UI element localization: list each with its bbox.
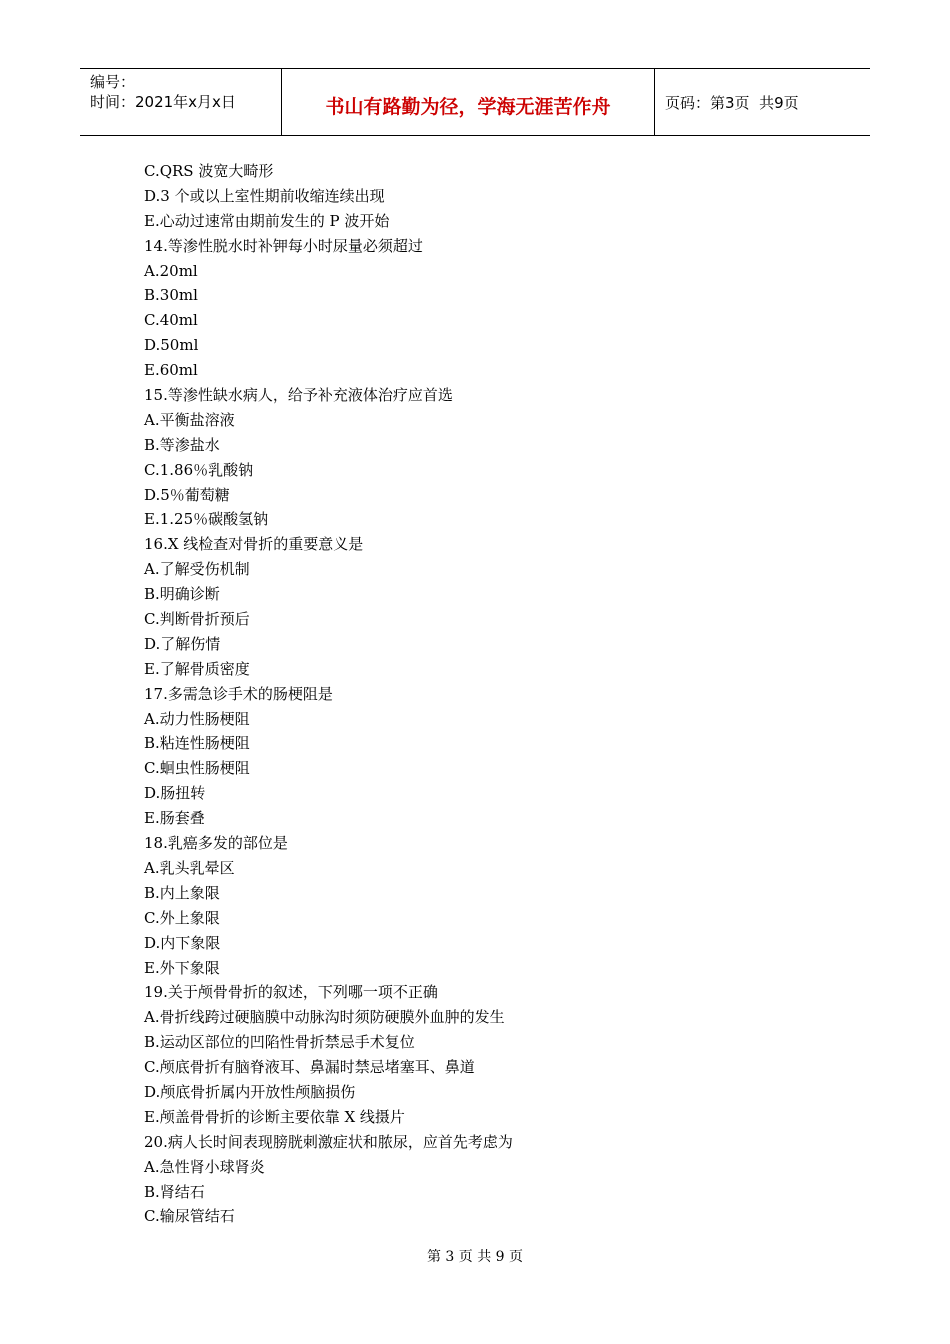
time-label: 时间：2021年x月x日 — [90, 93, 236, 111]
text-line: E.1.25％碳酸氢钠 — [144, 510, 269, 529]
number-label: 编号： — [90, 73, 136, 91]
text-line: A.骨折线跨过硬脑膜中动脉沟时须防硬膜外血肿的发生 — [144, 1008, 505, 1027]
text-line: B.内上象限 — [144, 883, 220, 902]
text-line: C.1.86％乳酸钠 — [144, 460, 254, 479]
text-line: D.颅底骨折属内开放性颅脑损伤 — [144, 1082, 356, 1101]
text-line: A.动力性肠梗阻 — [144, 709, 250, 728]
text-line: C.QRS 波宽大畸形 — [144, 162, 274, 180]
text-line: B.粘连性肠梗阻 — [144, 734, 250, 753]
text-line: B.运动区部位的凹陷性骨折禁忌手术复位 — [144, 1033, 415, 1052]
text-line: D.3 个或以上室性期前收缩连续出现 — [144, 186, 385, 205]
text-line: 16.X 线检查对骨折的重要意义是 — [144, 535, 364, 554]
text-line: C.40ml — [144, 311, 198, 330]
text-line: B.30ml — [144, 286, 198, 305]
page-info: 页码：第3页 共9页 — [665, 93, 799, 112]
text-line: D.5％葡萄糖 — [144, 485, 230, 504]
text-line: B.明确诊断 — [144, 585, 220, 604]
text-line: E.颅盖骨骨折的诊断主要依靠 X 线摄片 — [144, 1107, 405, 1126]
text-line: D.内下象限 — [144, 933, 221, 952]
text-line: 20.病人长时间表现膀胱刺激症状和脓尿，应首先考虑为 — [144, 1132, 513, 1151]
text-line: E.心动过速常由期前发生的 P 波开始 — [144, 211, 390, 230]
text-line: A.20ml — [144, 261, 198, 280]
header-meta — [80, 69, 282, 135]
text-line: D.50ml — [144, 336, 199, 355]
page-header — [80, 68, 870, 136]
text-line: E.外下象限 — [144, 958, 220, 977]
text-line: 14.等渗性脱水时补钾每小时尿量必须超过 — [144, 236, 423, 255]
text-line: A.乳头乳晕区 — [144, 858, 235, 877]
text-line: E.了解骨质密度 — [144, 659, 250, 678]
text-line: C.蛔虫性肠梗阻 — [144, 759, 250, 778]
document-body — [144, 159, 844, 1229]
text-line: C.颅底骨折有脑脊液耳、鼻漏时禁忌堵塞耳、鼻道 — [144, 1058, 475, 1077]
text-line: D.了解伤情 — [144, 634, 221, 653]
text-line: E.60ml — [144, 361, 198, 380]
text-line: C.外上象限 — [144, 908, 220, 927]
text-line: E.肠套叠 — [144, 809, 205, 828]
text-line: 19.关于颅骨骨折的叙述，下列哪一项不正确 — [144, 983, 438, 1002]
text-line: B.等渗盐水 — [144, 435, 220, 454]
text-line: A.了解受伤机制 — [144, 560, 250, 579]
page-footer: 第 3 页 共 9 页 — [426, 1249, 524, 1265]
text-line: 17.多需急诊手术的肠梗阻是 — [144, 684, 333, 703]
text-line: 15.等渗性缺水病人，给予补充液体治疗应首选 — [144, 386, 453, 405]
text-line: B.肾结石 — [144, 1182, 205, 1201]
text-line: 18.乳癌多发的部位是 — [144, 834, 288, 853]
text-line: C.判断骨折预后 — [144, 610, 250, 629]
text-line: C.输尿管结石 — [144, 1207, 235, 1226]
text-line: D.肠扭转 — [144, 784, 206, 803]
motto: 书山有路勤为径，学海无涯苦作舟 — [325, 95, 611, 118]
text-line: A.平衡盐溶液 — [144, 410, 235, 429]
text-line: A.急性肾小球肾炎 — [144, 1157, 265, 1176]
header-page-cell — [655, 69, 870, 135]
header-motto-cell — [282, 69, 655, 135]
